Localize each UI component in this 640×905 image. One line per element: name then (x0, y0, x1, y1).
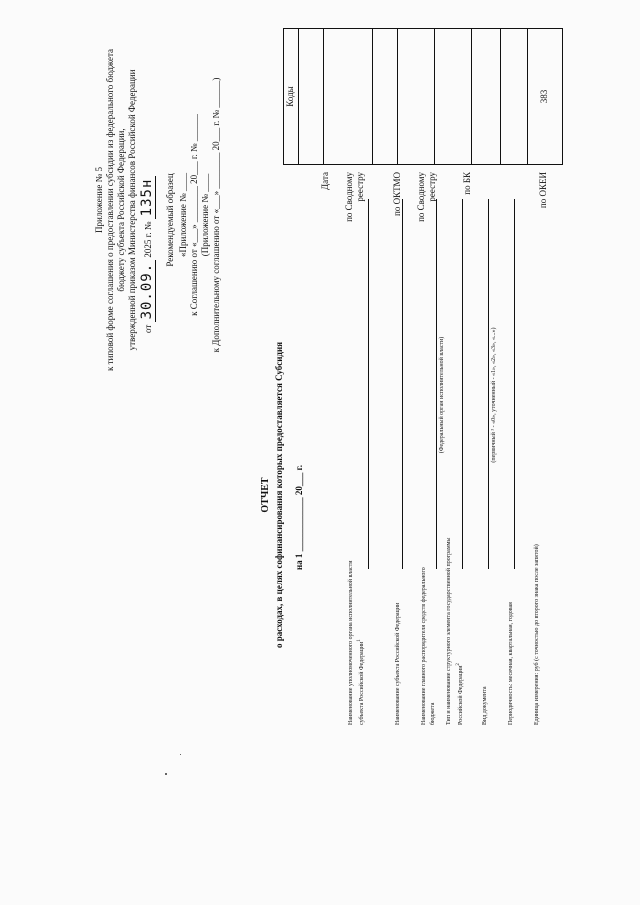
type-label-1: Тип и наименование структурного элемента государственной программы (446, 537, 452, 725)
bk-label: по БК (462, 172, 472, 195)
org-label-2: субъекта Российской Федерации$^1$ (357, 639, 365, 725)
order-line (138, 176, 157, 333)
codes-header: Коды (285, 86, 295, 107)
org-fill-line (368, 199, 369, 569)
order-date: 30.09. (139, 260, 156, 323)
annex-line: «Приложение № ____ (178, 173, 188, 257)
svod2-label-1: по Сводному (416, 172, 426, 222)
codes-row-date (299, 29, 324, 164)
codes-row-svod2 (398, 29, 435, 164)
subject-label: Наименование субъекта Российской Федерации (395, 602, 401, 725)
doc-caption: (первичный ³ - «0», уточненный - «1», «2», «3», «...») (491, 327, 497, 463)
appendix-line-1: к типовой форме соглашения о предоставлении субсидии из федерального бюджета (105, 48, 115, 372)
appendix-title: Приложение № 5 (94, 167, 104, 233)
okei-label: по ОКЕИ (538, 172, 548, 209)
agreement-line: к Соглашению от «___» ________ 20___ г. № ______ (189, 114, 199, 316)
scan-speck (180, 754, 181, 755)
codes-row-bk (435, 29, 472, 164)
additional-agreement-line: к Дополнительному соглашению от «___» ________ 20___ г. № ______) (211, 77, 221, 353)
grbs-fill-line (436, 199, 437, 569)
scan-speck (165, 773, 167, 775)
period-label: Периодичность: месячная, квартальная, годовая (508, 602, 514, 725)
svod2-label-2: реестру (427, 172, 437, 202)
appendix-line-2: бюджету субъекта Российской Федерации, (116, 128, 126, 292)
codes-row-period (501, 29, 528, 164)
svod1-label-2: реестру (355, 172, 365, 202)
annex-paren-line: (Приложение № ____ (200, 173, 210, 257)
org-label-1: Наименование уполномоченного органа исполнительной власти (348, 560, 354, 725)
report-title: ОТЧЕТ (260, 477, 271, 513)
codes-row-svod1 (324, 29, 373, 164)
codes-header-row (284, 29, 299, 164)
doc-label: Вид документа (482, 686, 488, 725)
okei-value: 383 (539, 89, 549, 104)
grbs-caption: (Федеральный орган исполнительной власти) (439, 336, 445, 454)
grbs-label-1: Наименование главного распорядителя средств федерального (421, 567, 427, 725)
order-number: 135н (139, 176, 156, 220)
oktmo-label: по ОКТМО (392, 172, 402, 216)
type-fill-line (462, 199, 463, 569)
svod1-label-1: по Сводному (344, 172, 354, 222)
doc-fill-line (488, 199, 489, 569)
codes-row-doc (472, 29, 501, 164)
org-footnote: 1 (357, 639, 362, 642)
period-fill-line (514, 199, 515, 569)
appendix-line-3: утвержденной приказом Министерства финансов Российской Федерации (127, 69, 137, 351)
codes-table (283, 28, 563, 165)
date-label: Дата (320, 172, 330, 190)
grbs-label-2: бюджета (430, 702, 436, 725)
order-year-no: 2025 г. № (143, 221, 153, 258)
order-prefix: от (143, 324, 153, 333)
unit-label: Единица измерения: руб (с точностью до второго знака после запятой) (534, 544, 540, 725)
codes-row-oktmo (373, 29, 398, 164)
report-period: на 1 ____________ 20___ г. (294, 464, 304, 570)
recommended-sample: Рекомендуемый образец (165, 173, 175, 267)
type-footnote: 2 (456, 663, 461, 666)
type-label-2: Российской Федерации$^2$ (456, 663, 464, 725)
codes-row-okei (528, 29, 562, 164)
subject-fill-line (402, 199, 403, 569)
report-subtitle: о расходах, в целях софинансирования которых предоставляется Субсидия (274, 341, 284, 649)
